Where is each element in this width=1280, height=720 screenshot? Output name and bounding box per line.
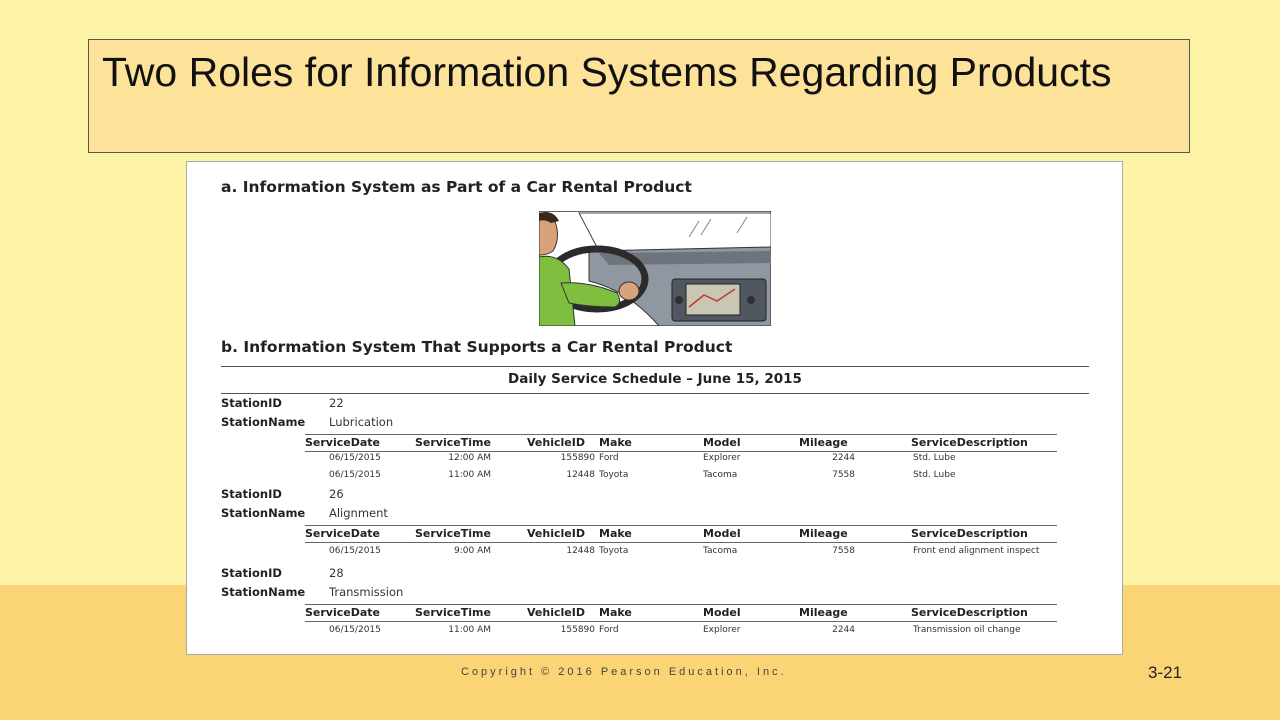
column-header: VehicleID	[527, 436, 585, 449]
schedule-title: Daily Service Schedule – June 15, 2015	[508, 371, 802, 387]
station-id-value: 26	[329, 487, 344, 501]
table-cell: 12:00 AM	[448, 453, 491, 463]
table-cell: 12448	[566, 470, 595, 480]
table-cell: 12448	[566, 546, 595, 556]
textbook-figure	[186, 161, 1123, 655]
slide-number: 3-21	[1148, 663, 1183, 682]
station-id-label: StationID	[221, 396, 282, 410]
table-cell: Tacoma	[703, 470, 738, 480]
station-name-value: Transmission	[329, 585, 404, 599]
column-header: ServiceDescription	[911, 436, 1028, 449]
column-header: VehicleID	[527, 606, 585, 619]
column-header: VehicleID	[527, 527, 585, 540]
column-header: ServiceTime	[415, 527, 491, 540]
table-header-rule	[305, 621, 1057, 622]
station-name-label: StationName	[221, 506, 306, 520]
slide-title: Two Roles for Information Systems Regarding Products	[102, 49, 1112, 95]
station-id-value: 28	[329, 566, 344, 580]
table-cell: Std. Lube	[913, 470, 956, 480]
station-name-value: Lubrication	[329, 415, 394, 429]
table-cell: 155890	[560, 453, 595, 463]
table-cell: Tacoma	[703, 546, 738, 556]
table-cell: Toyota	[599, 470, 629, 480]
table-header-rule	[305, 434, 1057, 435]
driver-illustration	[539, 211, 771, 326]
table-cell: Ford	[599, 453, 619, 463]
table-cell: Explorer	[703, 625, 741, 635]
table-cell: 06/15/2015	[329, 470, 381, 480]
copyright-footer: Copyright © 2016 Pearson Education, Inc.	[461, 666, 787, 678]
table-cell: 7558	[832, 470, 855, 480]
column-header: Make	[599, 606, 632, 619]
column-header: ServiceDate	[305, 436, 381, 449]
station-name-label: StationName	[221, 415, 306, 429]
column-header: ServiceTime	[415, 606, 491, 619]
title-box	[88, 39, 1190, 153]
table-cell: Explorer	[703, 453, 741, 463]
table-cell: Toyota	[599, 546, 629, 556]
table-cell: Std. Lube	[913, 453, 956, 463]
section-a-heading: a. Information System as Part of a Car Rental Product	[221, 178, 692, 196]
station-id-label: StationID	[221, 566, 282, 580]
table-cell: 7558	[832, 546, 855, 556]
table-cell: 11:00 AM	[448, 470, 491, 480]
table-cell: 9:00 AM	[454, 546, 491, 556]
table-cell: 2244	[832, 625, 855, 635]
column-header: Mileage	[799, 436, 848, 449]
column-header: Make	[599, 436, 632, 449]
table-cell: Front end alignment inspect	[913, 546, 1040, 556]
station-name-value: Alignment	[329, 506, 388, 520]
divider-top	[221, 366, 1089, 367]
table-cell: 06/15/2015	[329, 546, 381, 556]
table-header-rule	[305, 525, 1057, 526]
table-header-rule	[305, 451, 1057, 452]
column-header: ServiceDescription	[911, 606, 1028, 619]
column-header: ServiceDate	[305, 606, 381, 619]
divider-schedule	[221, 393, 1089, 394]
column-header: ServiceDate	[305, 527, 381, 540]
table-header-rule	[305, 542, 1057, 543]
station-id-value: 22	[329, 396, 344, 410]
column-header: Mileage	[799, 527, 848, 540]
table-cell: Ford	[599, 625, 619, 635]
column-header: Model	[703, 436, 741, 449]
column-header: ServiceDescription	[911, 527, 1028, 540]
column-header: Model	[703, 606, 741, 619]
column-header: Mileage	[799, 606, 848, 619]
section-b-heading: b. Information System That Supports a Car Rental Product	[221, 338, 733, 356]
table-header-rule	[305, 604, 1057, 605]
table-cell: Transmission oil change	[913, 625, 1021, 635]
table-cell: 2244	[832, 453, 855, 463]
table-cell: 11:00 AM	[448, 625, 491, 635]
table-cell: 06/15/2015	[329, 625, 381, 635]
column-header: Make	[599, 527, 632, 540]
column-header: Model	[703, 527, 741, 540]
table-cell: 06/15/2015	[329, 453, 381, 463]
column-header: ServiceTime	[415, 436, 491, 449]
station-id-label: StationID	[221, 487, 282, 501]
station-name-label: StationName	[221, 585, 306, 599]
table-cell: 155890	[560, 625, 595, 635]
